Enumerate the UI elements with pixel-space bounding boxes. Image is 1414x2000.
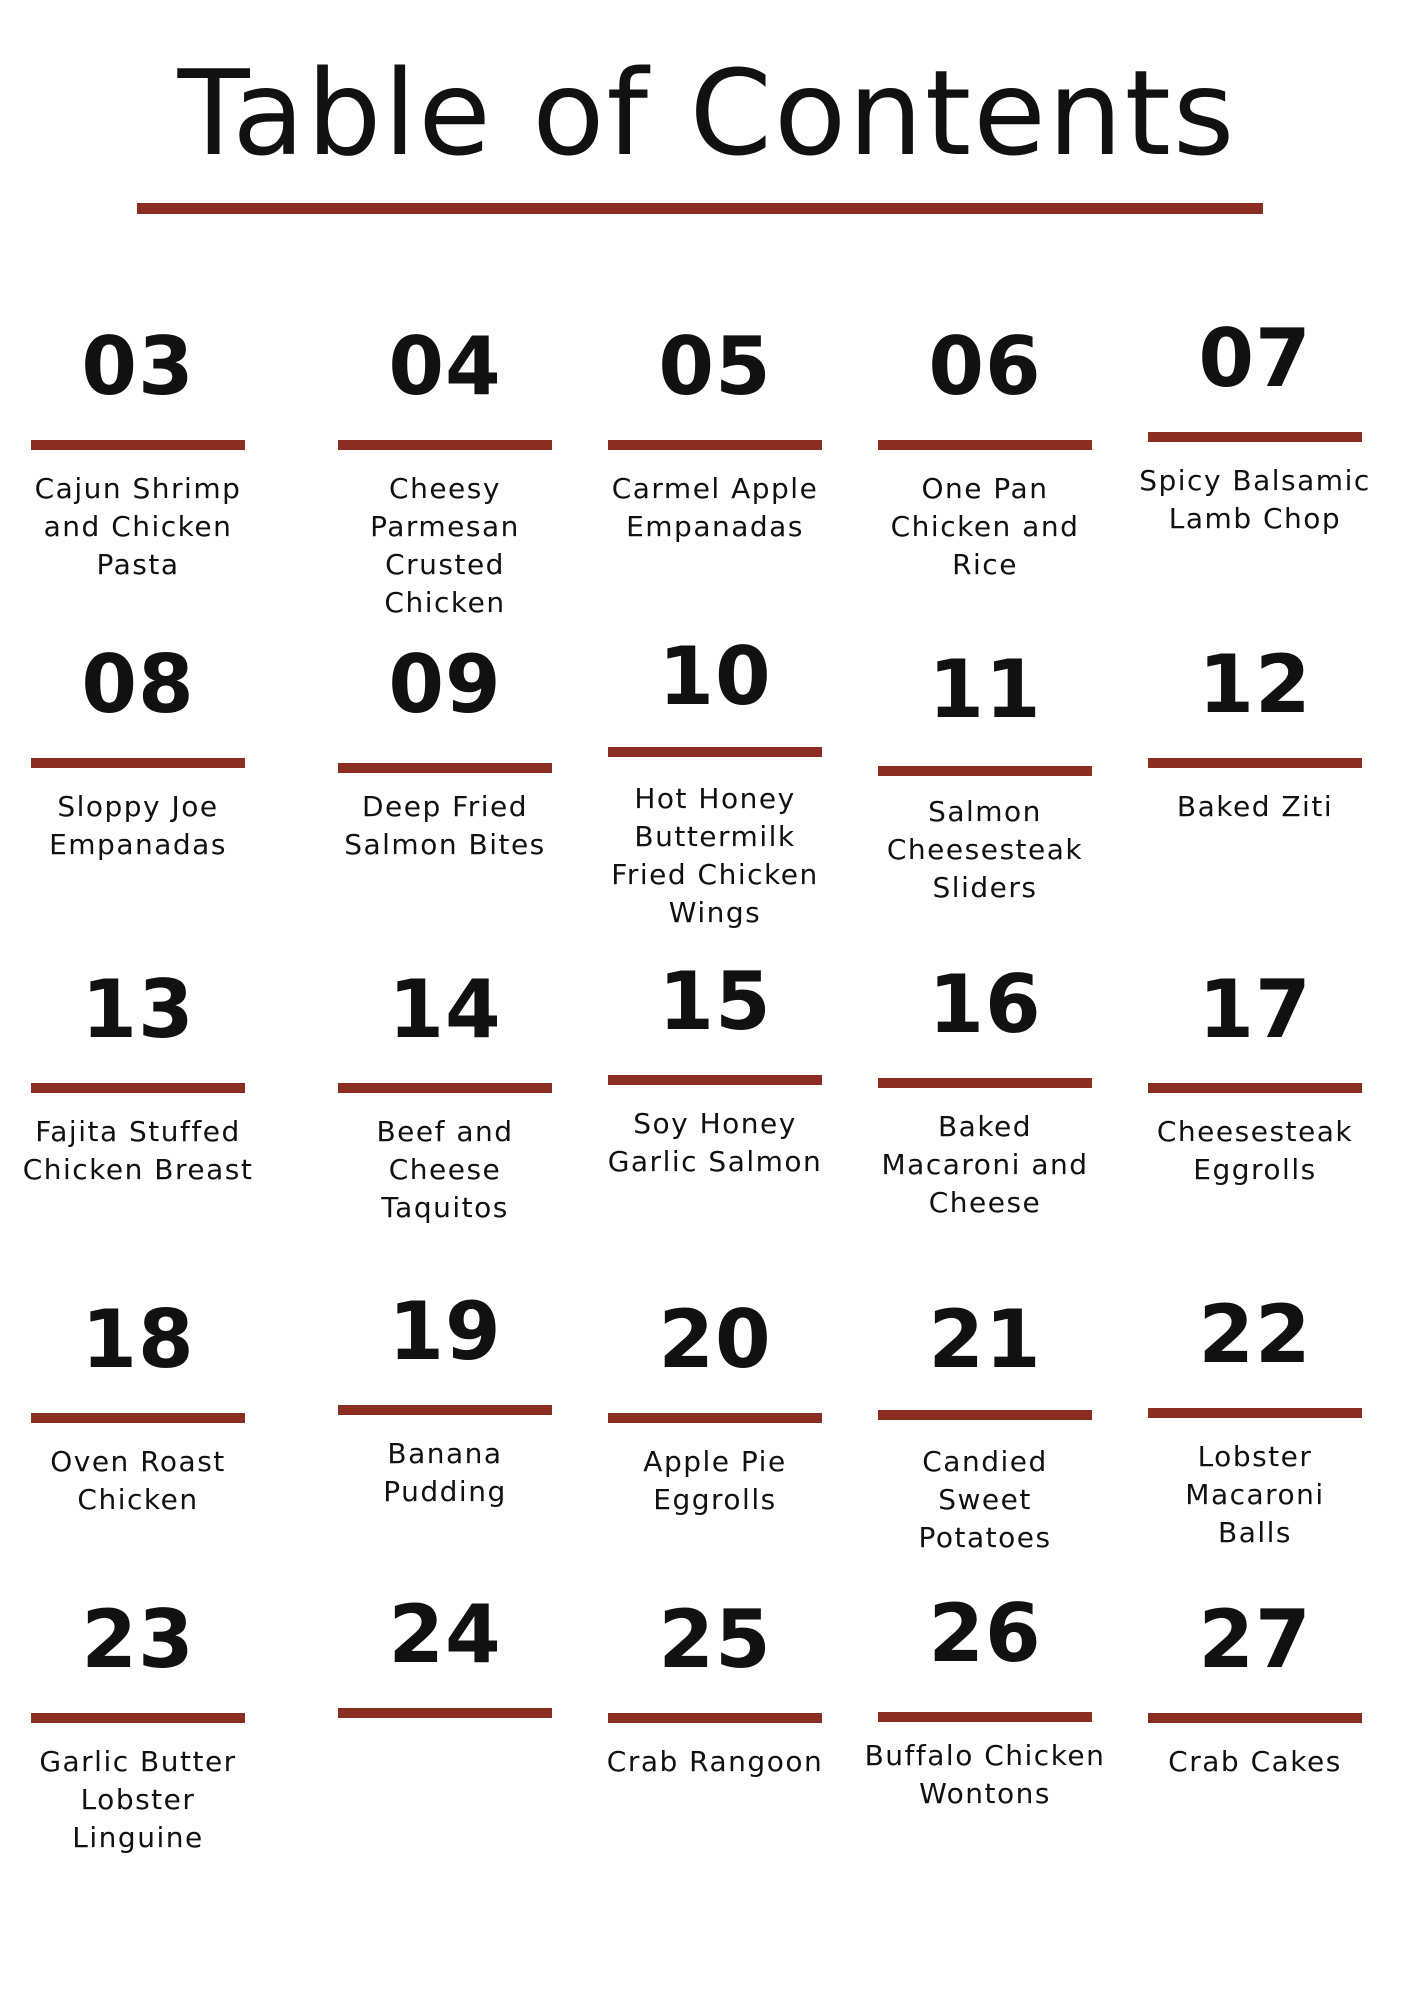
toc-divider [338, 1405, 552, 1415]
toc-recipe-title: Candied Sweet Potatoes [918, 1445, 1052, 1554]
toc-recipe-title: Salmon Cheesesteak Sliders [886, 795, 1084, 904]
toc-page-number: 21 [928, 1293, 1042, 1386]
toc-page-number: 17 [1198, 963, 1312, 1056]
toc-page-number: 22 [1198, 1288, 1312, 1381]
toc-page-number: 12 [1198, 638, 1312, 731]
toc-page-number: 19 [388, 1285, 502, 1378]
toc-divider [878, 440, 1092, 450]
toc-divider [1148, 1713, 1362, 1723]
toc-recipe-title: Lobster Macaroni Balls [1185, 1440, 1325, 1549]
toc-page-number: 20 [658, 1293, 772, 1386]
toc-recipe-title: Baked Macaroni and Cheese [881, 1110, 1089, 1219]
toc-recipe-title: Deep Fried Salmon Bites [344, 790, 546, 861]
toc-page-number: 24 [388, 1588, 502, 1681]
toc-entry [585, 632, 845, 932]
toc-recipe-title: Sloppy Joe Empanadas [49, 790, 227, 861]
toc-recipe-title: Fajita Stuffed Chicken Breast [22, 1115, 254, 1186]
toc-page-number: 03 [81, 320, 195, 413]
toc-page-number: 05 [658, 320, 772, 413]
toc-divider [878, 1712, 1092, 1722]
toc-recipe-title: Soy Honey Garlic Salmon [607, 1107, 823, 1178]
toc-divider [1148, 1083, 1362, 1093]
toc-divider [31, 1713, 245, 1723]
toc-entry [1125, 965, 1385, 1265]
toc-divider [31, 758, 245, 768]
toc-entry [1125, 1290, 1385, 1590]
toc-recipe-title: Crab Cakes [1168, 1745, 1342, 1778]
toc-recipe-title: Beef and Cheese Taquitos [376, 1115, 514, 1224]
toc-page-number: 13 [81, 963, 195, 1056]
toc-page-number: 14 [388, 963, 502, 1056]
toc-divider [878, 1078, 1092, 1088]
toc-recipe-title: Carmel Apple Empanadas [611, 472, 819, 543]
toc-entry [8, 965, 268, 1265]
toc-entry [585, 322, 845, 622]
toc-divider [338, 1708, 552, 1718]
toc-page-number: 09 [388, 638, 502, 731]
toc-entry [585, 1595, 845, 1895]
toc-divider [1148, 1408, 1362, 1418]
toc-divider [608, 1713, 822, 1723]
toc-entry [315, 322, 575, 622]
toc-page-number: 27 [1198, 1593, 1312, 1686]
toc-recipe-title: One Pan Chicken and Rice [890, 472, 1080, 581]
toc-divider [31, 1083, 245, 1093]
toc-page-number: 18 [81, 1293, 195, 1386]
toc-page-number: 16 [928, 958, 1042, 1051]
toc-recipe-title: Oven Roast Chicken [50, 1445, 226, 1516]
toc-entry [855, 645, 1115, 945]
toc-divider [31, 440, 245, 450]
toc-recipe-title: Cheesesteak Eggrolls [1156, 1115, 1354, 1186]
toc-entry [8, 322, 268, 622]
toc-entry [315, 1287, 575, 1587]
toc-recipe-title: Baked Ziti [1176, 790, 1334, 823]
toc-entry [315, 640, 575, 940]
toc-recipe-title: Cajun Shrimp and Chicken Pasta [34, 472, 242, 581]
toc-recipe-title: Cheesy Parmesan Crusted Chicken [370, 472, 520, 619]
toc-entry [8, 640, 268, 940]
toc-entry [585, 957, 845, 1257]
toc-divider [1148, 432, 1362, 442]
toc-entry [1125, 1595, 1385, 1895]
toc-divider [608, 1075, 822, 1085]
toc-recipe-title: Buffalo Chicken Wontons [864, 1739, 1106, 1810]
toc-divider [878, 1410, 1092, 1420]
toc-divider [608, 440, 822, 450]
toc-page-number: 04 [388, 320, 502, 413]
toc-page-number: 15 [658, 955, 772, 1048]
toc-divider [878, 766, 1092, 776]
toc-divider [608, 1413, 822, 1423]
toc-page-number: 26 [928, 1587, 1042, 1680]
toc-divider [338, 1083, 552, 1093]
toc-page-number: 11 [928, 643, 1042, 736]
page-title: Table of Contents [177, 44, 1237, 182]
toc-entry [8, 1595, 268, 1895]
toc-divider [31, 1413, 245, 1423]
toc-divider [608, 747, 822, 757]
toc-recipe-title: Crab Rangoon [606, 1745, 824, 1778]
toc-entry [1125, 314, 1385, 614]
toc-page-number: 07 [1198, 312, 1312, 405]
toc-page-number: 23 [81, 1593, 195, 1686]
toc-recipe-title: Spicy Balsamic Lamb Chop [1139, 464, 1371, 535]
toc-recipe-title: Banana Pudding [383, 1437, 507, 1508]
toc-entry [855, 322, 1115, 622]
toc-entry [1125, 640, 1385, 940]
toc-recipe-title: Apple Pie Eggrolls [643, 1445, 787, 1516]
toc-divider [1148, 758, 1362, 768]
toc-entry [315, 965, 575, 1265]
toc-entry [315, 1590, 575, 1890]
toc-page-number: 06 [928, 320, 1042, 413]
toc-divider [338, 440, 552, 450]
toc-entry [855, 960, 1115, 1260]
toc-page-number: 10 [658, 630, 772, 723]
toc-divider [338, 763, 552, 773]
toc-entry [585, 1295, 845, 1595]
toc-entry [855, 1589, 1115, 1889]
toc-entry [8, 1295, 268, 1595]
toc-page-number: 08 [81, 638, 195, 731]
toc-recipe-title: Hot Honey Buttermilk Fried Chicken Wings [611, 782, 819, 929]
toc-page-number: 25 [658, 1593, 772, 1686]
toc-recipe-title: Garlic Butter Lobster Linguine [39, 1745, 237, 1854]
toc-entry [855, 1295, 1115, 1595]
title-divider [137, 203, 1263, 214]
